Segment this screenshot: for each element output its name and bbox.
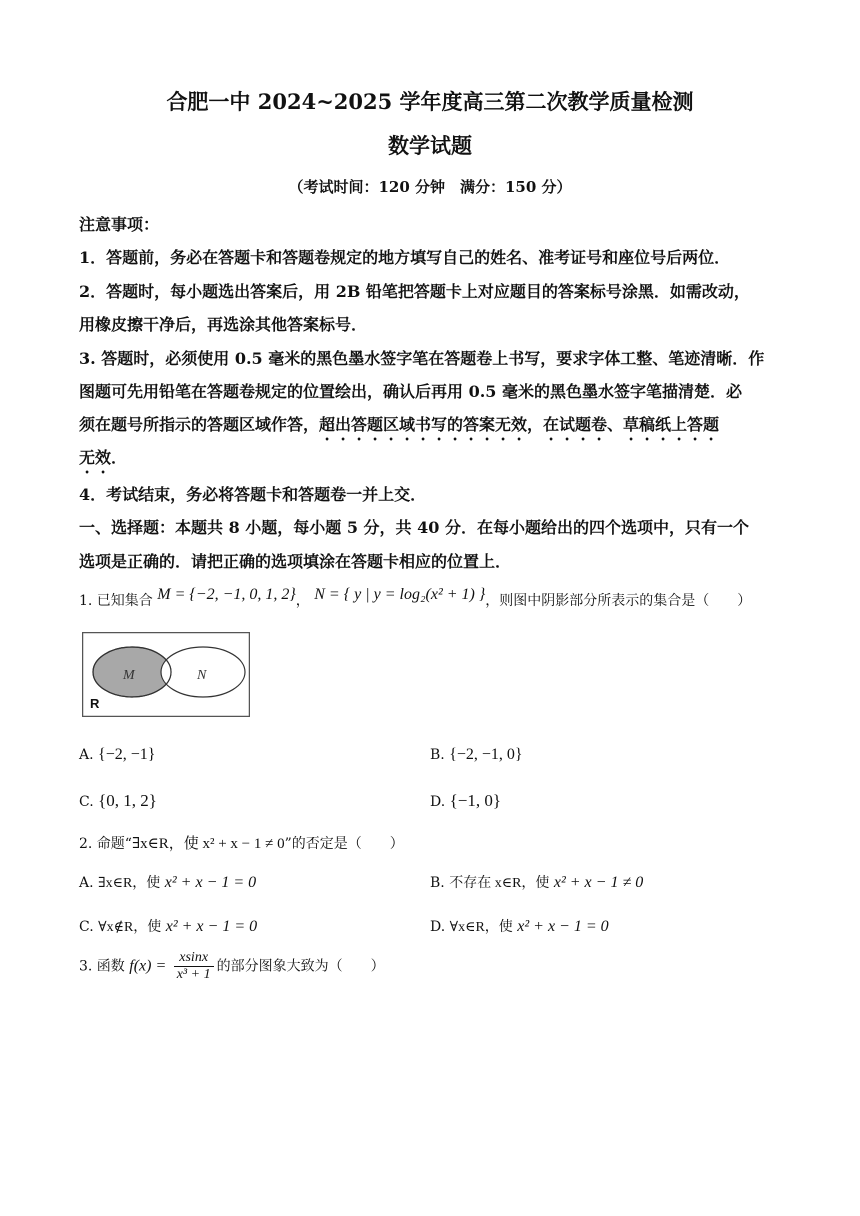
q2-prefix: 2. 命题“ <box>79 836 132 852</box>
exam-info: （考试时间：120 分钟 满分：150 分） <box>288 178 572 196</box>
subject-title: 数学试题 <box>388 133 472 158</box>
q1-option-b[interactable] <box>430 746 523 764</box>
q2-option-a[interactable] <box>79 872 256 892</box>
q3-suffix: 的部分图象大致为（ ） <box>216 958 385 975</box>
option-value: {−2, −1} <box>98 746 156 763</box>
option-quantifier: ∀x∉R，使 <box>98 920 162 935</box>
option-label: D. <box>430 919 446 935</box>
option-value: {−2, −1, 0} <box>449 746 523 763</box>
venn-label-r: R <box>90 696 100 711</box>
note-3-line-4 <box>79 445 127 477</box>
option-expression: x² + x − 1 = 0 <box>164 874 257 891</box>
note-3-emphasis-1: 超出答题区域书写的答案无效 <box>319 415 528 434</box>
q1-option-d[interactable] <box>430 791 501 811</box>
question-1-stem <box>79 586 752 610</box>
option-expression: x² + x − 1 = 0 <box>165 918 258 935</box>
option-label: A. <box>79 875 94 891</box>
option-expression: x² + x − 1 = 0 <box>517 918 609 935</box>
q2-suffix: ”的否定是（ ） <box>284 836 404 852</box>
option-label: C. <box>79 794 94 810</box>
section-1-line-2: 选项是正确的．请把正确的选项填涂在答题卡相应的位置上． <box>79 552 512 571</box>
option-label: B. <box>430 747 445 763</box>
note-4: 4．考试结束，务必将答题卡和答题卷一并上交． <box>79 485 427 504</box>
section-1-line-1: 一、选择题：本题共 8 小题，每小题 5 分，共 40 分．在每小题给出的四个选项中，只有一个 <box>79 518 749 537</box>
q3-fraction <box>174 950 214 983</box>
q1-set-n: N = { y | y = log₂(x² + 1) } <box>314 586 486 603</box>
note-3-line-3 <box>79 412 719 444</box>
q1-option-a[interactable] <box>79 746 155 764</box>
q1-option-c[interactable] <box>79 791 157 811</box>
q3-prefix: 3. 函数 <box>79 958 125 975</box>
note-2-line-1: 2．答题时，每小题选出答案后，用 2B 铅笔把答题卡上对应题目的答案标号涂黑．如需改动， <box>79 282 750 301</box>
note-2-line-2: 用橡皮擦干净后，再选涂其他答案标号． <box>79 315 368 334</box>
venn-diagram <box>82 632 250 717</box>
venn-svg <box>82 632 250 717</box>
option-label: D. <box>430 794 446 810</box>
option-label: B. <box>430 875 445 891</box>
option-quantifier: 不存在 x∈R，使 <box>449 876 550 891</box>
q2-option-c[interactable] <box>79 916 257 936</box>
question-2-stem <box>79 832 404 853</box>
exam-title: 合肥一中 2024~2025 学年度高三第二次教学质量检测 <box>166 89 694 114</box>
q3-function-name: f(x) = <box>129 957 167 975</box>
venn-label-n: N <box>197 668 207 683</box>
q3-numerator: xsinx <box>174 950 214 967</box>
note-3-plain: 须在题号所指示的答题区域作答， <box>79 415 320 434</box>
note-3-separator: ， <box>527 415 544 434</box>
q2-option-d[interactable] <box>430 916 609 936</box>
note-3-end: ． <box>111 448 128 467</box>
option-label: A. <box>79 747 94 763</box>
note-3-emphasis-3: 无效 <box>79 448 112 467</box>
note-3-emphasis-2: 在试题卷、草稿纸上答题 <box>543 415 720 434</box>
option-value: {−1, 0} <box>449 791 502 810</box>
option-quantifier: ∀x∈R，使 <box>449 920 513 935</box>
q3-denominator: x³ + 1 <box>176 967 211 982</box>
q1-comma: ， <box>295 593 310 609</box>
option-label: C. <box>79 919 94 935</box>
option-expression: x² + x − 1 ≠ 0 <box>553 874 644 891</box>
option-value: {0, 1, 2} <box>98 791 157 810</box>
venn-label-m: M <box>123 668 135 683</box>
note-3-line-1: 3. 答题时，必须使用 0.5 毫米的黑色墨水签字笔在答题卷上书写，要求字体工整、笔迹清晰．作 <box>79 349 765 368</box>
notes-heading: 注意事项： <box>79 215 160 234</box>
note-1: 1．答题前，务必在答题卡和答题卷规定的地方填写自己的姓名、准考证号和座位号后两位． <box>79 248 731 267</box>
q1-set-m: M = {−2, −1, 0, 1, 2} <box>157 586 296 603</box>
q1-prefix: 1. 已知集合 <box>79 593 153 609</box>
q2-option-b[interactable] <box>430 872 643 892</box>
option-quantifier: ∃x∈R，使 <box>98 876 161 891</box>
question-3-stem <box>79 950 385 983</box>
q2-proposition: ∃x∈R，使 x² + x − 1 ≠ 0 <box>131 836 285 852</box>
q1-suffix: ，则图中阴影部分所表示的集合是（ ） <box>485 593 752 609</box>
note-3-line-2: 图题可先用铅笔在答题卷规定的位置绘出，确认后再用 0.5 毫米的黑色墨水签字笔描清楚．必 <box>79 382 742 401</box>
